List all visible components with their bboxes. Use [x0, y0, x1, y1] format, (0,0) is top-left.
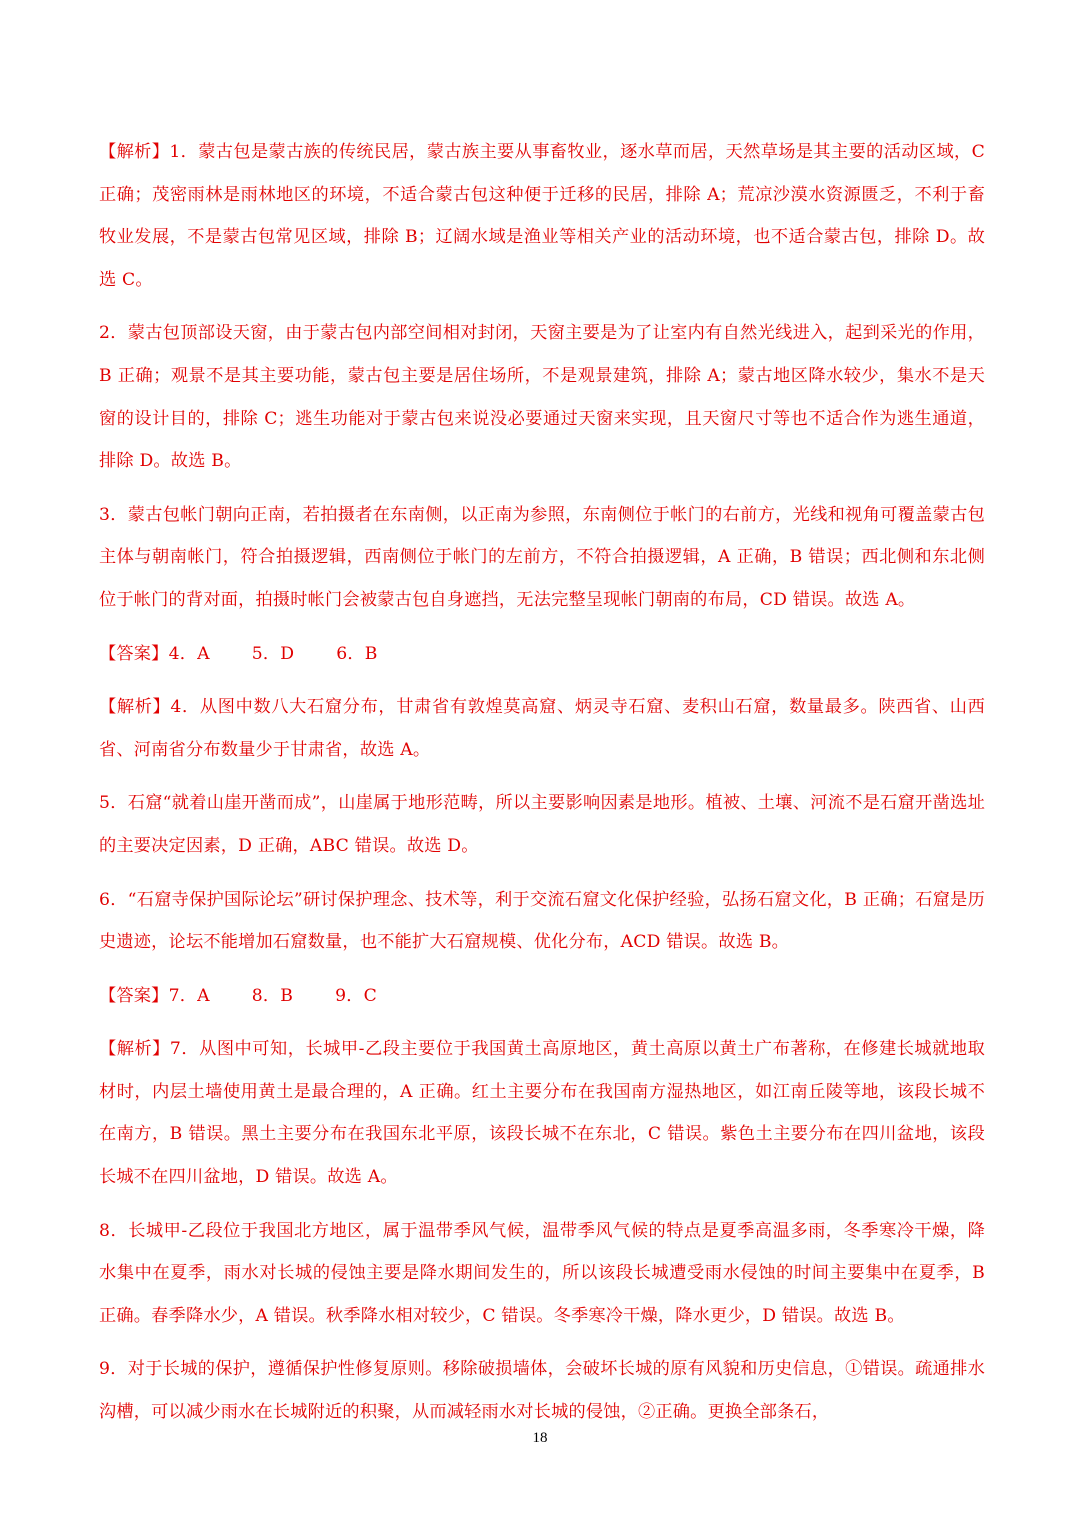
explanation-q5	[99, 782, 985, 867]
explanation-text: 9．对于长城的保护，遵循保护性修复原则。移除破损墙体，会破坏长城的原有风貌和历史信息，①错误。疏通排水沟槽，可以减少雨水在长城附近的积聚，从而减轻雨水对长城的侵蚀，②正确。更换全部条石，	[99, 1359, 985, 1423]
answer-line-7-9	[99, 975, 985, 1018]
answer-item: 5．D	[251, 643, 295, 664]
answer-explanation-content	[99, 131, 985, 1445]
explanation-text: 1．蒙古包是蒙古族的传统民居，蒙古族主要从事畜牧业，逐水草而居，天然草场是其主要的活动区域，C 正确；茂密雨林是雨林地区的环境，不适合蒙古包这种便于迁移的民居，排除 A；荒凉沙漠水资源匮乏，不利于畜牧业发展，不是蒙古包常见区域，排除 B；辽阔水域是渔业等相关产业的活动环境，也不适合蒙古包，排除 D。故选 C。	[99, 142, 985, 290]
explanation-q1	[99, 131, 985, 301]
explanation-text: 4．从图中数八大石窟分布，甘肃省有敦煌莫高窟、炳灵寺石窟、麦积山石窟，数量最多。陕西省、山西省、河南省分布数量少于甘肃省，故选 A。	[99, 697, 985, 760]
explanation-q6	[99, 879, 985, 964]
explanation-q9	[99, 1348, 985, 1433]
answer-tag: 【答案】	[99, 643, 169, 664]
explanation-q2	[99, 312, 985, 482]
answer-item: 7．A	[168, 985, 210, 1006]
explanation-text: 3．蒙古包帐门朝向正南，若拍摄者在东南侧，以正南为参照，东南侧位于帐门的右前方，光线和视角可覆盖蒙古包主体与朝南帐门，符合拍摄逻辑，西南侧位于帐门的左前方，不符合拍摄逻辑，A 正确，B 错误；西北侧和东北侧位于帐门的背对面，拍摄时帐门会被蒙古包自身遮挡，无法完整呈现帐门朝南的布局，CD 错误。故选 A。	[99, 504, 985, 610]
answer-item: 6．B	[336, 643, 378, 664]
explanation-tag: 【解析】	[99, 697, 171, 718]
explanation-text: 2．蒙古包顶部设天窗，由于蒙古包内部空间相对封闭，天窗主要是为了让室内有自然光线进入，起到采光的作用，B 正确；观景不是其主要功能，蒙古包主要是居住场所，不是观景建筑，排除 A；蒙古地区降水较少，集水不是天窗的设计目的，排除 C；逃生功能对于蒙古包来说没必要通过天窗来实现，且天窗尺寸等也不适合作为逃生通道，排除 D。故选 B。	[99, 323, 985, 472]
answer-item: 4．A	[168, 643, 210, 664]
explanation-text: 5．石窟“就着山崖开凿而成”，山崖属于地形范畴，所以主要影响因素是地形。植被、土壤、河流不是石窟开凿选址的主要决定因素，D 正确，ABC 错误。故选 D。	[99, 793, 985, 856]
answer-tag: 【答案】	[99, 985, 169, 1006]
explanation-text: 7．从图中可知，长城甲-乙段主要位于我国黄土高原地区，黄土高原以黄土广布著称，在修建长城就地取材时，内层土墙使用黄土是最合理的，A 正确。红土主要分布在我国南方湿热地区，如江南丘陵等地，该段长城不在南方，B 错误。黑土主要分布在我国东北平原，该段长城不在东北，C 错误。紫色土主要分布在四川盆地，该段长城不在四川盆地，D 错误。故选 A。	[99, 1039, 985, 1188]
explanation-text: 6．“石窟寺保护国际论坛”研讨保护理念、技术等，利于交流石窟文化保护经验，弘扬石窟文化，B 正确；石窟是历史遗迹，论坛不能增加石窟数量，也不能扩大石窟规模、优化分布，ACD 错误。故选 B。	[99, 889, 985, 953]
explanation-text: 8．长城甲-乙段位于我国北方地区，属于温带季风气候，温带季风气候的特点是夏季高温多雨，冬季寒冷干燥，降水集中在夏季，雨水对长城的侵蚀主要是降水期间发生的，所以该段长城遭受雨水侵蚀的时间主要集中在夏季，B 正确。春季降水少，A 错误。秋季降水相对较少，C 错误。冬季寒冷干燥，降水更少，D 错误。故选 B。	[99, 1220, 985, 1326]
answer-line-4-6	[99, 633, 985, 676]
explanation-tag: 【解析】	[99, 142, 170, 162]
explanation-q3	[99, 494, 985, 622]
explanation-q4	[99, 686, 985, 771]
explanation-q8	[99, 1210, 985, 1338]
answer-item: 9．C	[335, 985, 377, 1006]
explanation-tag: 【解析】	[99, 1039, 170, 1060]
explanation-q7	[99, 1028, 985, 1198]
page-number: 18	[532, 1430, 548, 1446]
answer-item: 8．B	[251, 985, 294, 1006]
